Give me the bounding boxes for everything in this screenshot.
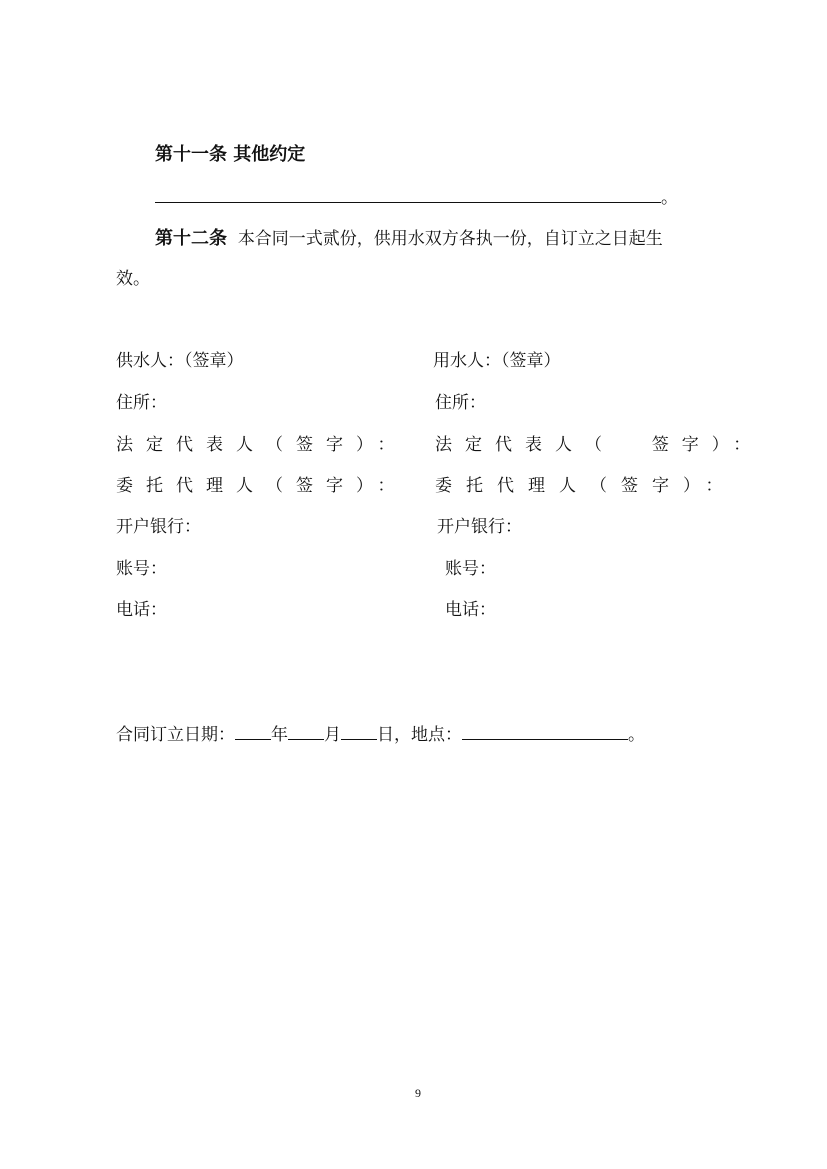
user-bank-label: 开户银行： [437, 517, 522, 537]
article-12-number: 第十二条 [155, 228, 227, 249]
year-label: 年 [271, 725, 288, 745]
user-legal-rep-label [435, 430, 763, 455]
user-legal-rep-label-part-2: 签字）： [651, 435, 764, 455]
user-party-label: 用水人：（签章） [433, 351, 561, 371]
user-address-label: 住所： [435, 393, 486, 413]
year-blank [235, 722, 271, 740]
month-label: 月 [324, 725, 341, 745]
signing-date-label: 合同订立日期： [116, 725, 235, 745]
supplier-account-label: 账号： [116, 559, 167, 579]
supplier-bank-label: 开户银行： [116, 517, 201, 537]
place-blank [462, 722, 628, 740]
supplier-agent-label: 委托代理人（签字）： [116, 476, 408, 496]
user-legal-rep-label-part-1: 法定代表人（ [435, 435, 615, 455]
supplier-address-label: 住所： [116, 393, 167, 413]
day-blank [341, 722, 377, 740]
article-11-heading [155, 140, 305, 166]
supplier-legal-rep-label: 法定代表人（签字）： [116, 435, 408, 455]
user-account-label: 账号： [445, 559, 496, 579]
article-11-blank [155, 183, 678, 208]
article-11-number: 第十一条 [155, 144, 227, 165]
article-12-text-line-1: 本合同一式贰份，供用水双方各执一份，自订立之日起生 [237, 229, 663, 249]
signing-end: 。 [628, 725, 645, 745]
signing-date-place-line [116, 720, 645, 745]
user-agent-label: 委托代理人（签字）： [435, 476, 737, 496]
page-number: 9 [415, 1086, 421, 1100]
day-place-label: 日，地点： [377, 725, 462, 745]
other-terms-blank-line [155, 185, 661, 203]
month-blank [288, 722, 324, 740]
supplier-party-label: 供水人：（签章） [116, 351, 244, 371]
article-11-title: 其他约定 [233, 144, 306, 165]
article-12-line-1 [155, 224, 663, 250]
article-11-blank-end: 。 [661, 188, 678, 208]
user-phone-label: 电话： [445, 600, 496, 620]
article-12-line-2: 效。 [116, 269, 150, 289]
supplier-phone-label: 电话： [116, 600, 167, 620]
